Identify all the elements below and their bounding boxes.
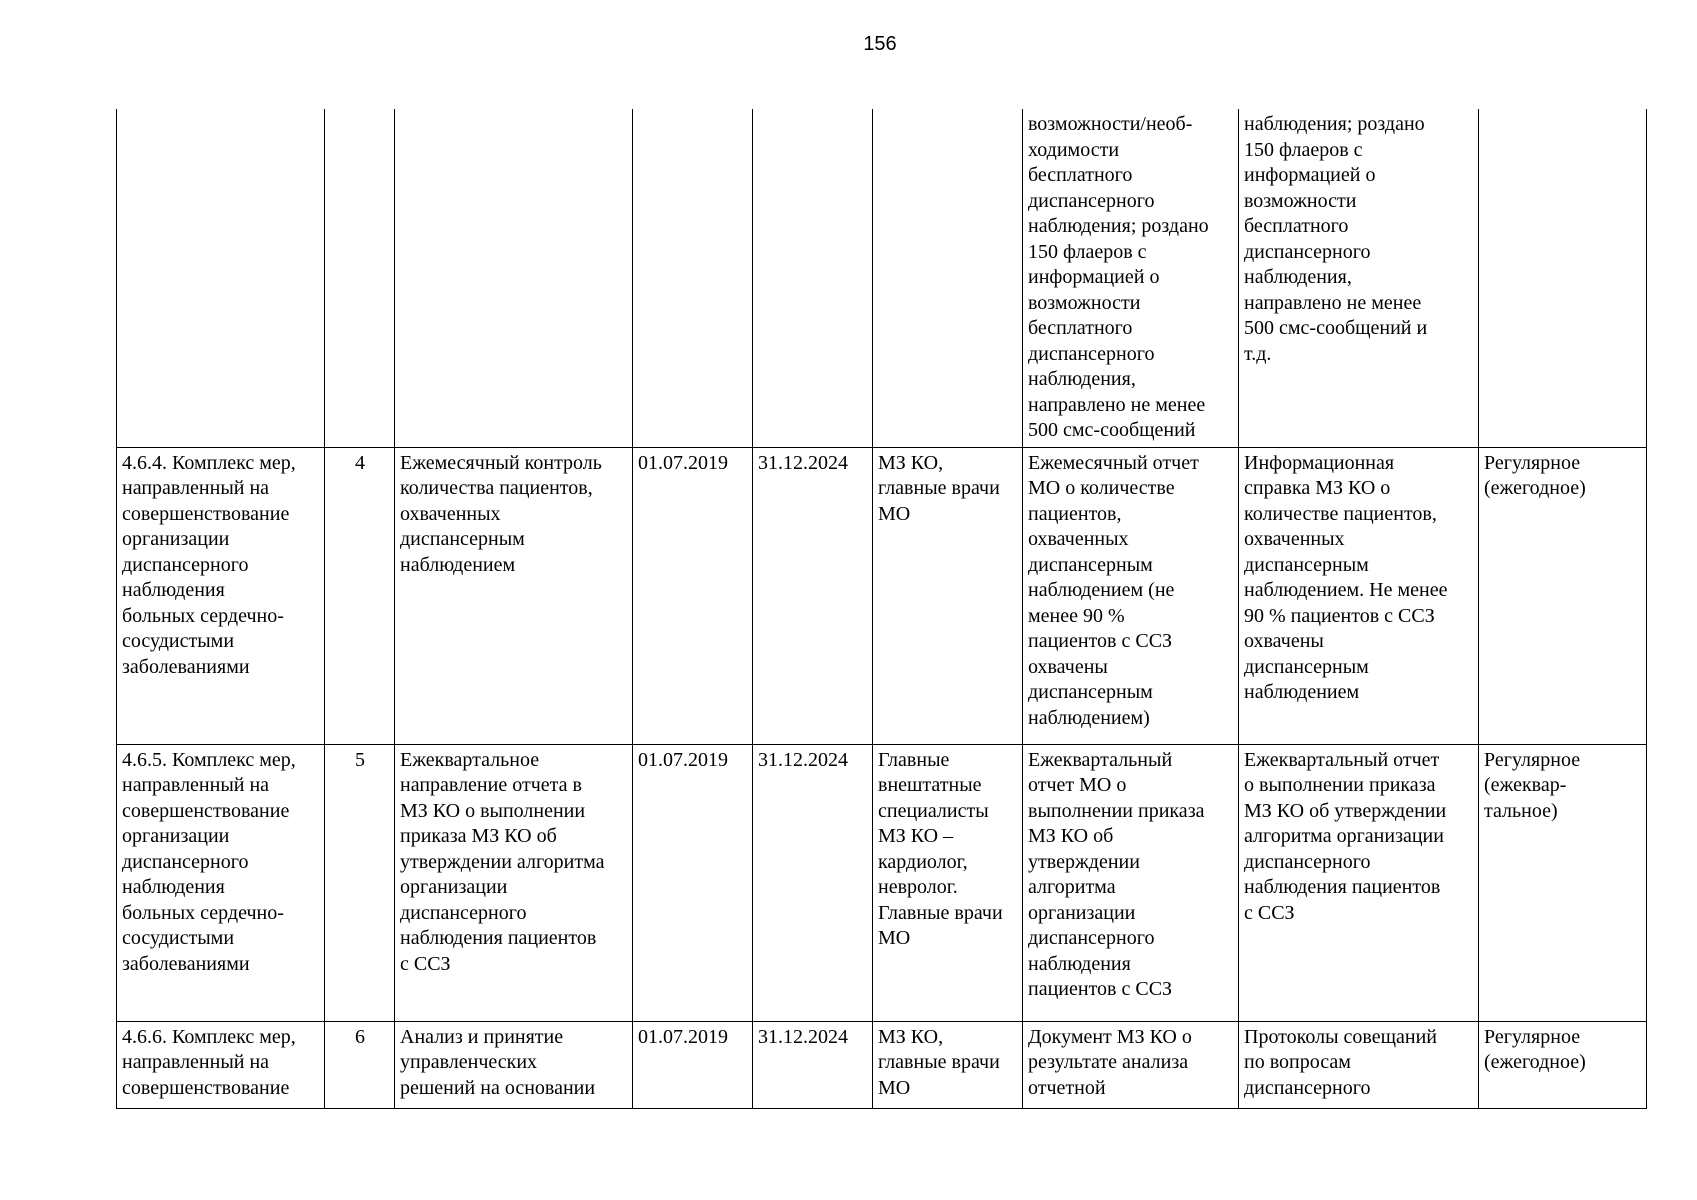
report-cell: наблюдения; роздано 150 флаеров с информацией о возможности бесплатного диспансерного наблюдения, направлено не менее 500 смс-сообщений и т.д. [1239,109,1479,447]
event-cell [117,109,325,447]
type-cell: Регулярное (ежеквар- тальное) [1479,744,1647,1021]
report-cell: Протоколы совещаний по вопросам диспансерного [1239,1021,1479,1108]
table-row [117,1021,1647,1108]
number-cell: 4 [325,447,395,744]
number-cell: 5 [325,744,395,1021]
end-date-cell [753,109,873,447]
event-cell: 4.6.6. Комплекс мер, направленный на совершенствование [117,1021,325,1108]
start-date-cell: 01.07.2019 [633,447,753,744]
end-date-cell: 31.12.2024 [753,447,873,744]
control-point-cell: Анализ и принятие управленческих решений на основании [395,1021,633,1108]
control-point-cell: Ежемесячный контроль количества пациентов, охваченных диспансерным наблюдением [395,447,633,744]
end-date-cell: 31.12.2024 [753,744,873,1021]
type-cell [1479,109,1647,447]
number-cell [325,109,395,447]
responsible-cell: Главные внештатные специалисты МЗ КО – кардиолог, невролог. Главные врачи МО [873,744,1023,1021]
control-point-cell: Ежеквартальное направление отчета в МЗ КО о выполнении приказа МЗ КО об утверждении алгоритма организации диспансерного наблюдения пациентов с ССЗ [395,744,633,1021]
result-cell: Ежеквартальный отчет МО о выполнении приказа МЗ КО об утверждении алгоритма организации диспансерного наблюдения пациентов с ССЗ [1023,744,1239,1021]
end-date-cell: 31.12.2024 [753,1021,873,1108]
table-row [117,109,1647,447]
table-row [117,744,1647,1021]
event-cell: 4.6.5. Комплекс мер, направленный на совершенствование организации диспансерного наблюдения больных сердечно- сосудистыми заболеваниями [117,744,325,1021]
event-cell: 4.6.4. Комплекс мер, направленный на совершенствование организации диспансерного наблюдения больных сердечно- сосудистыми заболеваниями [117,447,325,744]
responsible-cell [873,109,1023,447]
plan-table [116,109,1647,1109]
result-cell: Ежемесячный отчет МО о количестве пациентов, охваченных диспансерным наблюдением (не менее 90 % пациентов с ССЗ охвачены диспансерным наблюдением) [1023,447,1239,744]
start-date-cell: 01.07.2019 [633,1021,753,1108]
responsible-cell: МЗ КО, главные врачи МО [873,1021,1023,1108]
control-point-cell [395,109,633,447]
type-cell: Регулярное (ежегодное) [1479,1021,1647,1108]
start-date-cell: 01.07.2019 [633,744,753,1021]
table-row [117,447,1647,744]
report-cell: Ежеквартальный отчет о выполнении приказа МЗ КО об утверждении алгоритма организации диспансерного наблюдения пациентов с ССЗ [1239,744,1479,1021]
number-cell: 6 [325,1021,395,1108]
type-cell: Регулярное (ежегодное) [1479,447,1647,744]
result-cell: возможности/необ- ходимости бесплатного диспансерного наблюдения; роздано 150 флаеров с информацией о возможности бесплатного диспансерного наблюдения, направлено не менее 500 смс-сообщений [1023,109,1239,447]
report-cell: Информационная справка МЗ КО о количестве пациентов, охваченных диспансерным наблюдением. Не менее 90 % пациентов с ССЗ охвачены диспансерным наблюдением [1239,447,1479,744]
responsible-cell: МЗ КО, главные врачи МО [873,447,1023,744]
start-date-cell [633,109,753,447]
page-number: 156 [863,33,897,55]
result-cell: Документ МЗ КО о результате анализа отчетной [1023,1021,1239,1108]
